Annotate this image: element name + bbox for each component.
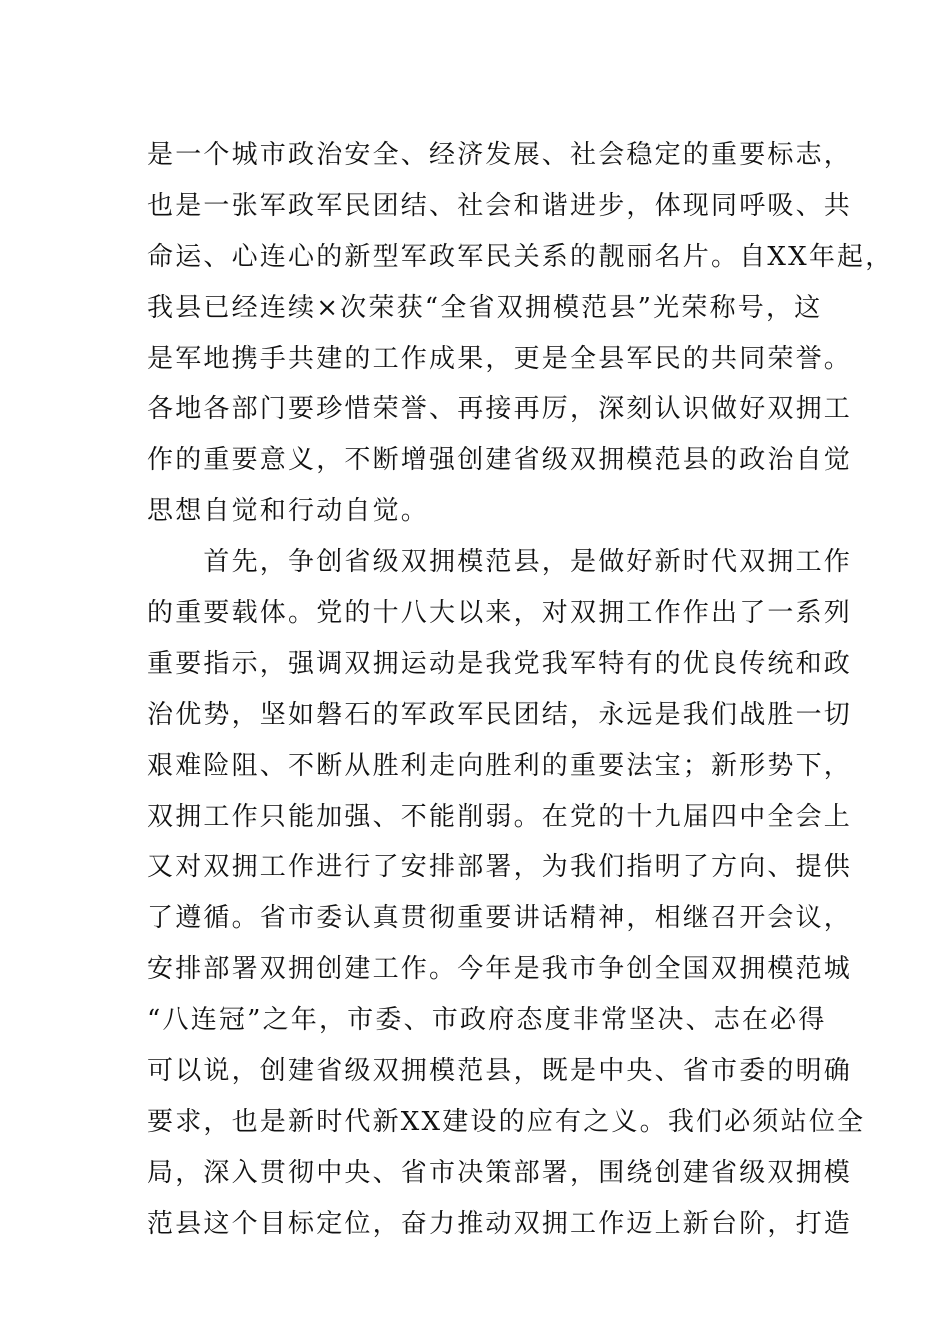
text-line: 重要指示，强调双拥运动是我党我军特有的优良传统和政 <box>147 648 853 679</box>
text-line: 局，深入贯彻中央、省市决策部署，围绕创建省级双拥模 <box>147 1157 853 1188</box>
text-line: 作的重要意义，不断增强创建省级双拥模范县的政治自觉 <box>147 445 853 476</box>
text-line: 范县这个目标定位，奋力推动双拥工作迈上新台阶，打造 <box>147 1208 853 1239</box>
text-line: 的重要载体。党的十八大以来，对双拥工作作出了一系列 <box>147 598 853 629</box>
text-line: 了遵循。省市委认真贯彻重要讲话精神，相继召开会议， <box>147 903 853 934</box>
text-line: 治优势，坚如磐石的军政军民团结，永远是我们战胜一切 <box>147 699 853 730</box>
text-line: 又对双拥工作进行了安排部署，为我们指明了方向、提供 <box>147 852 853 883</box>
text-line: 是军地携手共建的工作成果，更是全县军民的共同荣誉。 <box>147 343 853 374</box>
text-line: “八连冠”之年，市委、市政府态度非常坚决、志在必得 <box>147 1005 827 1036</box>
text-line: 各地各部门要珍惜荣誉、再接再厉，深刻认识做好双拥工 <box>147 394 853 425</box>
body-text <box>147 130 894 1250</box>
text-line: 是一个城市政治安全、经济发展、社会稳定的重要标志， <box>147 140 853 170</box>
text-line: 艰难险阻、不断从胜利走向胜利的重要法宝；新形势下， <box>147 750 853 781</box>
text-line: 可以说，创建省级双拥模范县，既是中央、省市委的明确 <box>147 1056 853 1087</box>
text-line: 我县已经连续×次荣获“全省双拥模范县”光荣称号，这 <box>147 292 823 323</box>
text-line: 要求，也是新时代新XX建设的应有之义。我们必须站位全 <box>147 1106 866 1137</box>
text-line: 首先，争创省级双拥模范县，是做好新时代双拥工作 <box>147 547 853 578</box>
text-line: 双拥工作只能加强、不能削弱。在党的十九届四中全会上 <box>147 801 853 832</box>
text-line: 思想自觉和行动自觉。 <box>147 496 430 527</box>
text-line: 安排部署双拥创建工作。今年是我市争创全国双拥模范城 <box>147 954 853 985</box>
text-line: 也是一张军政军民团结、社会和谐进步，体现同呼吸、共 <box>147 190 853 221</box>
text-line: 命运、心连心的新型军政军民关系的靓丽名片。自XX年起， <box>147 241 894 272</box>
